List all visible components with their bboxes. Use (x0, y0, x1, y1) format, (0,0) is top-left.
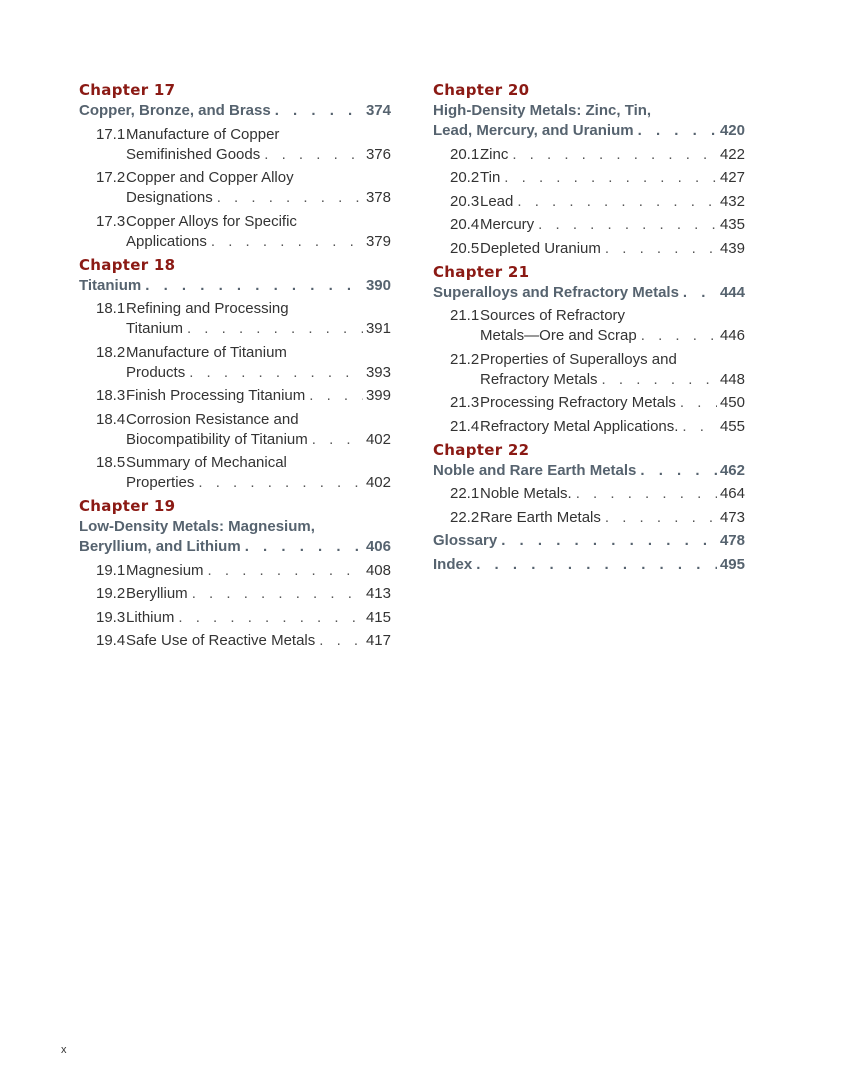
chapter-title-line: Low-Density Metals: Magnesium, (79, 518, 315, 535)
section-line (96, 473, 391, 493)
page-ref: 478 (719, 532, 745, 549)
dot-leader (576, 484, 717, 504)
toc-section-entry[interactable] (96, 631, 391, 651)
section-title: Manufacture of Titanium (126, 343, 287, 361)
section-line (450, 239, 745, 259)
page-ref: 393 (365, 363, 391, 381)
back-matter[interactable] (433, 531, 745, 551)
section-title: Properties (126, 474, 195, 491)
section-number: 22.2 (450, 508, 480, 526)
page-ref: 406 (365, 538, 391, 555)
toc-section-entry[interactable] (450, 192, 745, 212)
dot-leader (192, 584, 363, 604)
section-title: Summary of Mechanical (126, 454, 287, 471)
section-title: Rare Earth Metals (480, 508, 601, 526)
section-title: Copper and Copper Alloy (126, 169, 294, 186)
toc-section-entry[interactable] (96, 608, 391, 628)
chapter-title-entry-text: Superalloys and Refractory Metals (433, 283, 679, 301)
section-number: 19.2 (96, 585, 126, 602)
toc-section-entry[interactable] (96, 212, 391, 252)
section-line (96, 453, 391, 473)
toc-chapter (433, 440, 745, 528)
dot-leader (640, 461, 717, 481)
section-title: Zinc (480, 145, 509, 163)
section-title: Tin (480, 169, 501, 186)
section-line (450, 484, 745, 504)
section-line (96, 188, 391, 208)
chapter-label: Chapter 19 (79, 497, 176, 515)
page-ref: 390 (365, 276, 391, 294)
section-line (450, 350, 745, 370)
chapter-title-entry[interactable] (433, 121, 745, 141)
chapter-title[interactable] (433, 283, 745, 303)
toc-section-entry[interactable] (96, 125, 391, 165)
section-title: Semifinished Goods (126, 145, 261, 163)
chapter-title[interactable] (79, 101, 391, 121)
page-ref: 495 (719, 555, 745, 573)
toc-section-entry[interactable] (450, 145, 745, 165)
section-title: Noble Metals. (480, 485, 572, 502)
dot-leader (309, 386, 363, 406)
section-line (96, 363, 391, 383)
dot-leader (683, 283, 717, 303)
section-line (96, 631, 391, 651)
section-title: Refractory Metals (480, 370, 598, 388)
section-number: 22.1 (450, 485, 480, 502)
dot-leader (538, 215, 717, 235)
section-number: 20.3 (450, 192, 480, 210)
section-title: Copper Alloys for Specific (126, 212, 297, 230)
toc-section-entry[interactable] (450, 484, 745, 504)
dot-leader (178, 608, 363, 628)
toc-section-entry[interactable] (450, 393, 745, 413)
toc-section-entry[interactable] (450, 306, 745, 346)
dot-leader (189, 363, 363, 383)
toc-section-entry[interactable] (96, 584, 391, 604)
section-line (96, 168, 391, 188)
section-line (96, 430, 391, 450)
page-ref: 432 (719, 192, 745, 210)
page-ref: 444 (719, 283, 745, 301)
page-ref: 408 (365, 561, 391, 579)
section-title: Safe Use of Reactive Metals (126, 632, 316, 649)
section-line (450, 370, 745, 390)
section-title: Sources of Refractory (480, 307, 626, 324)
chapter-label: Chapter 17 (79, 81, 176, 99)
page-ref: 439 (719, 239, 745, 257)
section-title: Depleted Uranium (480, 239, 601, 257)
page-ref: 450 (719, 394, 745, 411)
page-ref: 435 (719, 216, 745, 233)
section-title: Finish Processing Titanium (126, 387, 306, 404)
section-number: 20.2 (450, 169, 480, 186)
page-ref: 413 (365, 585, 391, 602)
section-line (96, 584, 391, 604)
section-title: Lead (480, 192, 514, 210)
section-title: Biocompatibility of Titanium (126, 430, 308, 448)
toc-section-entry[interactable] (96, 453, 391, 493)
page-ref: 427 (719, 169, 745, 186)
section-number: 18.5 (96, 454, 126, 471)
page-ref: 446 (719, 327, 745, 344)
section-title: Properties of Superalloys and (480, 350, 677, 368)
section-number: 20.4 (450, 216, 480, 233)
toc-chapter (433, 262, 745, 437)
dot-leader (682, 417, 717, 437)
chapter-title-entry[interactable] (79, 537, 391, 557)
section-title: Beryllium (126, 585, 188, 602)
toc-section-entry[interactable] (96, 299, 391, 339)
dot-leader (211, 232, 363, 252)
dot-leader (641, 326, 717, 346)
section-line (450, 306, 745, 326)
page-ref: 374 (365, 102, 391, 119)
dot-leader (145, 276, 363, 296)
dot-leader (187, 319, 363, 339)
dot-leader (312, 430, 363, 450)
chapter-title[interactable] (433, 461, 745, 481)
page-ref: 415 (365, 608, 391, 626)
chapter-title-entry-text: Lead, Mercury, and Uranium (433, 122, 634, 139)
chapter-title-entry[interactable] (433, 461, 745, 481)
toc-section-entry[interactable] (96, 410, 391, 450)
dot-leader (264, 145, 363, 165)
section-line (96, 561, 391, 581)
dot-leader (275, 101, 363, 121)
toc-section-entry[interactable] (96, 561, 391, 581)
page-ref: 376 (365, 145, 391, 163)
section-number: 20.1 (450, 145, 480, 163)
section-line (96, 299, 391, 319)
section-number: 19.4 (96, 632, 126, 649)
section-title: Applications (126, 232, 207, 250)
page-number: x (61, 1044, 67, 1056)
dot-leader (245, 537, 363, 557)
page-ref: 402 (365, 474, 391, 491)
section-number: 19.3 (96, 608, 126, 626)
dot-leader (476, 555, 717, 575)
section-title: Manufacture of Copper (126, 125, 280, 143)
section-number: 17.1 (96, 125, 126, 143)
section-line (96, 386, 391, 406)
page-ref: 448 (719, 370, 745, 388)
toc-section-entry[interactable] (96, 168, 391, 208)
chapter-label: Chapter 22 (433, 440, 530, 459)
chapter-title[interactable] (433, 101, 745, 141)
page-ref: 402 (365, 430, 391, 448)
page-ref: 455 (719, 417, 745, 435)
section-line (450, 192, 745, 212)
toc-chapter (79, 80, 391, 252)
section-line (450, 168, 745, 188)
section-line (450, 145, 745, 165)
toc-back-matter-entry[interactable] (433, 555, 745, 575)
dot-leader (680, 393, 717, 413)
section-line (96, 232, 391, 252)
section-number: 19.1 (96, 561, 126, 579)
section-number: 18.2 (96, 343, 126, 361)
dot-leader (501, 531, 717, 551)
section-number: 18.3 (96, 387, 126, 404)
dot-leader (517, 192, 717, 212)
dot-leader (208, 561, 363, 581)
section-line (450, 393, 745, 413)
page-ref: 422 (719, 145, 745, 163)
chapter-label: Chapter 21 (433, 262, 530, 281)
section-number: 20.5 (450, 239, 480, 257)
page-ref: 462 (719, 461, 745, 479)
toc-section-entry[interactable] (96, 343, 391, 383)
section-number: 21.2 (450, 350, 480, 368)
section-line (450, 508, 745, 528)
toc-left-column (79, 78, 391, 654)
page-ref: 378 (365, 189, 391, 206)
toc-section-entry[interactable] (450, 215, 745, 235)
section-line (96, 343, 391, 363)
dot-leader (605, 508, 717, 528)
section-title: Magnesium (126, 561, 204, 579)
dot-leader (638, 121, 717, 141)
section-line (96, 410, 391, 430)
toc-section-entry[interactable] (450, 239, 745, 259)
section-number: 17.2 (96, 169, 126, 186)
section-title: Lithium (126, 608, 175, 626)
chapter-label: Chapter 20 (433, 81, 530, 99)
toc-section-entry[interactable] (450, 508, 745, 528)
back-matter-text: Glossary (433, 532, 498, 549)
chapter-title-entry[interactable] (433, 283, 745, 303)
page-ref: 464 (719, 485, 745, 502)
dot-leader (217, 188, 363, 208)
chapter-label: Chapter 18 (79, 255, 176, 274)
chapter-title-entry-text: Copper, Bronze, and Brass (79, 102, 271, 119)
section-line (450, 417, 745, 437)
dot-leader (504, 168, 717, 188)
chapter-title-entry-text: Noble and Rare Earth Metals (433, 461, 637, 479)
dot-leader (198, 473, 363, 493)
section-title: Products (126, 363, 186, 381)
toc-section-entry[interactable] (96, 386, 391, 406)
page-ref: 417 (365, 632, 391, 649)
chapter-title-line: High-Density Metals: Zinc, Tin, (433, 102, 652, 119)
section-line (96, 145, 391, 165)
section-line (450, 326, 745, 346)
toc-section-entry[interactable] (450, 417, 745, 437)
section-title: Titanium (126, 320, 183, 337)
toc-chapter (79, 255, 391, 494)
section-number: 18.4 (96, 410, 126, 428)
back-matter-text: Index (433, 555, 473, 573)
section-number: 18.1 (96, 300, 126, 317)
section-line (96, 212, 391, 232)
dot-leader (512, 145, 717, 165)
toc-section-entry[interactable] (450, 350, 745, 390)
section-line (96, 608, 391, 628)
chapter-title-entry[interactable] (79, 101, 391, 121)
page-ref: 399 (365, 387, 391, 404)
section-line (450, 215, 745, 235)
chapter-title-entry[interactable] (79, 276, 391, 296)
chapter-title[interactable] (79, 517, 391, 557)
section-title: Mercury (480, 216, 535, 233)
section-number: 21.4 (450, 417, 480, 435)
dot-leader (319, 631, 363, 651)
section-title: Refractory Metal Applications. (480, 417, 679, 435)
section-title: Metals—Ore and Scrap (480, 327, 637, 344)
dot-leader (605, 239, 717, 259)
section-title: Refining and Processing (126, 300, 289, 317)
page-ref: 391 (365, 320, 391, 337)
toc-chapter (433, 80, 745, 259)
toc-back-matter-entry[interactable] (433, 531, 745, 551)
dot-leader (602, 370, 717, 390)
section-number: 17.3 (96, 212, 126, 230)
section-title: Designations (126, 189, 213, 206)
page-ref: 379 (365, 232, 391, 250)
section-number: 21.3 (450, 394, 480, 411)
section-title: Processing Refractory Metals (480, 394, 676, 411)
page-ref: 473 (719, 508, 745, 526)
section-title: Corrosion Resistance and (126, 410, 299, 428)
page-ref: 420 (719, 122, 745, 139)
section-number: 21.1 (450, 307, 480, 324)
chapter-title-entry-text: Beryllium, and Lithium (79, 538, 241, 555)
toc-right-column (433, 78, 745, 575)
chapter-title-entry-text: Titanium (79, 276, 142, 294)
toc-section-entry[interactable] (450, 168, 745, 188)
back-matter[interactable] (433, 555, 745, 575)
section-line (96, 319, 391, 339)
chapter-title[interactable] (79, 276, 391, 296)
toc-chapter (79, 496, 391, 651)
section-line (96, 125, 391, 145)
